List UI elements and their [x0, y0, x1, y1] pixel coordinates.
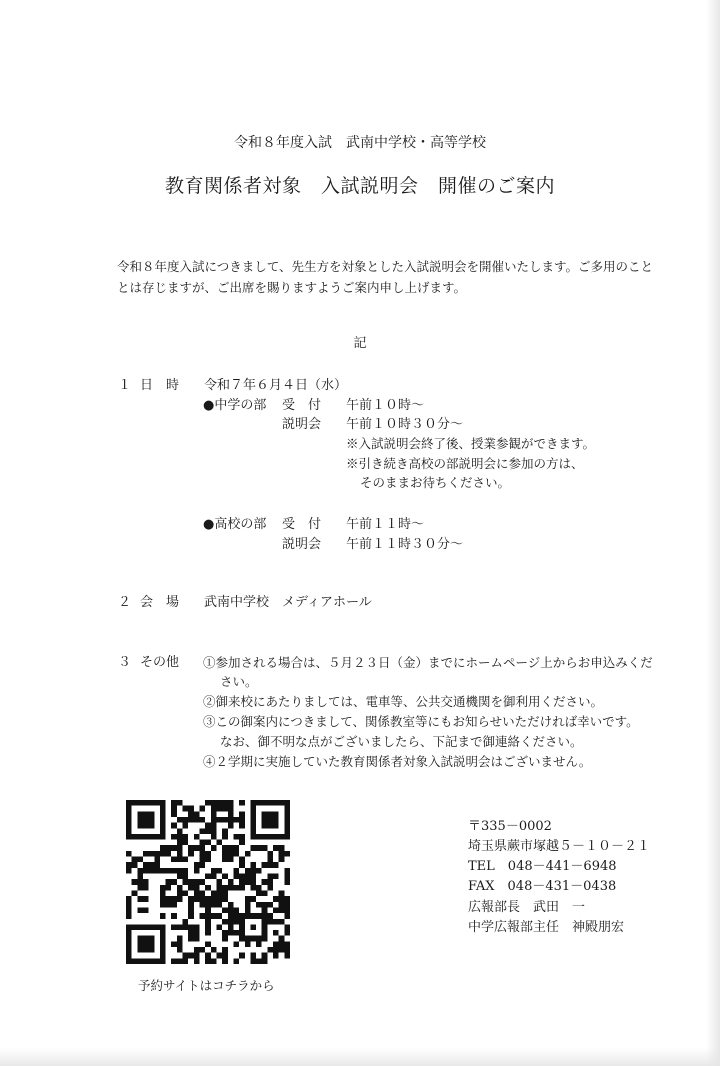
middle-reception-label: 受 付 [282, 398, 322, 413]
contact-pr-head: 広報部長 武田 一 [468, 900, 586, 915]
document-title: 教育関係者対象 入試説明会 開催のご案内 [164, 175, 555, 197]
high-reception-time: 午前１１時～ [346, 517, 425, 532]
intro-paragraph [117, 256, 677, 298]
intro-line-2: とは存じますが、ご出席を賜りますようご案内申し上げます。 [117, 280, 467, 295]
item3-line-4: ④２学期に実施していた教育関係者対象入試説明会はございません。 [203, 754, 592, 769]
contact-pr-junior: 中学広報部主任 神殿朋宏 [468, 920, 625, 935]
scan-edge-shadow-right [706, 0, 720, 1066]
qr-caption: 予約サイトはコチラから [138, 978, 275, 993]
middle-reception-time: 午前１０時～ [346, 398, 425, 413]
scan-edge-shadow-bottom [0, 1048, 720, 1066]
high-reception-label: 受 付 [282, 517, 322, 532]
item3-label: その他 [140, 655, 180, 670]
ki-heading: 記 [353, 336, 367, 351]
document-subtitle: 令和８年度入試 武南中学校・高等学校 [234, 135, 486, 151]
middle-note-2: ※引き続き高校の部説明会に参加の方は、 [346, 456, 584, 471]
contact-tel: TEL 048－441－6948 [468, 859, 617, 874]
item2-label: 会 場 [140, 595, 180, 610]
contact-fax: FAX 048－431－0438 [468, 879, 617, 894]
intro-line-1: 令和８年度入試につきまして、先生方を対象とした入試説明会を開催いたします。ご多用のこと [117, 259, 654, 274]
item3-line-1: ①参加される場合は、５月２３日（金）までにホームページ上からお申込みくだ [203, 655, 653, 670]
middle-note-1: ※入試説明会終了後、授業参観ができます。 [346, 436, 596, 451]
item2-value: 武南中学校 メディアホール [204, 595, 372, 610]
middle-session-label: 説明会 [282, 417, 322, 432]
item3-line-1-continued: さい。 [220, 674, 258, 689]
high-division: ●高校の部 [203, 517, 267, 532]
contact-postal-code: 〒335－0002 [468, 819, 552, 834]
contact-address: 埼玉県蕨市塚越５－１０－２１ [468, 839, 651, 854]
item1-date: 令和７年６月４日（水） [204, 378, 348, 393]
middle-session-time: 午前１０時３０分～ [346, 417, 464, 432]
reservation-qr-code[interactable] [126, 800, 290, 964]
item2-number: ２ [118, 595, 132, 610]
item1-number: １ [118, 378, 132, 393]
middle-note-2-continued: そのままお待ちください。 [360, 475, 511, 490]
qr-modules [126, 800, 290, 964]
high-session-label: 説明会 [282, 537, 322, 552]
item3-line-3: ③この御案内につきまして、関係教室等にもお知らせいただければ幸いです。 [203, 714, 639, 729]
item3-line-2: ②御来校にあたりましては、電車等、公共交通機関を御利用ください。 [203, 694, 604, 709]
high-session-time: 午前１１時３０分～ [346, 537, 464, 552]
item3-number: ３ [118, 655, 132, 670]
item1-label: 日 時 [140, 378, 180, 393]
item3-line-3-continued: なお、御不明な点がございましたら、下記まで御連絡ください。 [220, 734, 583, 749]
middle-division: ●中学の部 [203, 398, 267, 413]
